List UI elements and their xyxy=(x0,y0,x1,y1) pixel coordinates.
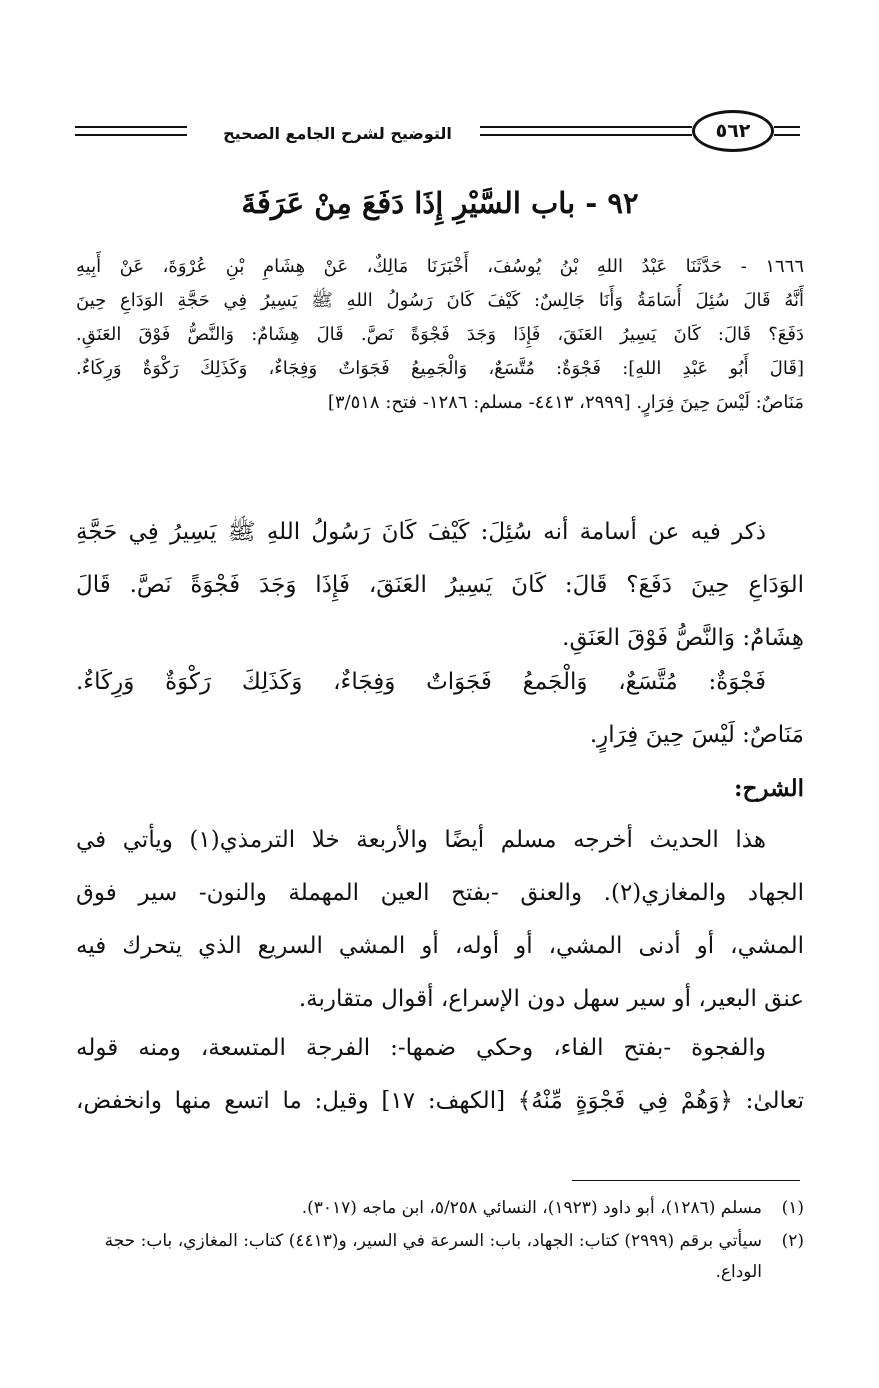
body-line: المشي، أو أدنى المشي، أو أوله، أو المشي السريع الذي يتحرك فيه xyxy=(76,933,804,959)
body-line: عنق البعير، أو سير سهل دون الإسراع، أقوال متقاربة. xyxy=(298,986,804,1012)
body-line: مَنَاصٌ: لَيْسَ حِينَ فِرَارٍ. xyxy=(589,722,804,748)
commentary-glossary xyxy=(76,656,804,762)
sharh-heading-block xyxy=(76,762,804,816)
hadith-line: [قَالَ أَبُو عَبْدِ اللهِ]: فَجْوَةٌ: مُتَّسَعٌ، وَالْجَمِيعُ فَجَوَاتٌ وَفِجَاءٌ، وَكَذَلِكَ رَكْوَةٌ وَرِكَاءٌ. xyxy=(76,358,804,379)
running-header xyxy=(75,104,800,160)
fajwa-paragraph xyxy=(76,1022,804,1128)
header-rule-left-bottom xyxy=(75,134,187,136)
commentary-intro xyxy=(76,506,804,665)
footnotes xyxy=(76,1193,804,1290)
body-line: الجهاد والمغازي(٢). والعنق -بفتح العين المهملة والنون- سير فوق xyxy=(76,880,804,906)
hadith-line: مَنَاصٌ: لَيْسَ حِينَ فِرَارٍ. [٢٩٩٩، ٤٤١٣- مسلم: ١٢٨٦- فتح: ٣/٥١٨] xyxy=(327,392,804,413)
header-rule-right-bottom xyxy=(774,134,800,136)
header-rule-mid-top xyxy=(480,126,692,128)
footnote-1 xyxy=(76,1193,804,1224)
header-rule-left-top xyxy=(75,126,187,128)
footnote-text: مسلم (١٢٨٦)، أبو داود (١٩٢٣)، النسائي ٥/٢٥٨، ابن ماجه (٣٠١٧). xyxy=(301,1198,762,1218)
body-line: تعالىٰ: ﴿وَهُمْ فِي فَجْوَةٍ مِّنْهُ﴾ [الكهف: ١٧] وقيل: ما اتسع منها وانخفض، xyxy=(76,1088,804,1114)
running-title: التوضيح لشرح الجامع الصحيح xyxy=(223,124,452,143)
header-rule-right-top xyxy=(774,126,800,128)
footnote-number: (٢) xyxy=(781,1231,804,1251)
hadith-line: دَفَعَ؟ قَالَ: كَانَ يَسِيرُ العَنَقَ، فَإِذَا وَجَدَ فَجْوَةً نَصَّ. قَالَ هِشَامٌ: وَالنَّصُّ فَوْقَ العَنَقِ. xyxy=(76,324,804,345)
footnote-separator xyxy=(572,1180,800,1181)
sharh-paragraph xyxy=(76,814,804,1026)
header-rule-mid-bottom xyxy=(480,134,692,136)
footnote-number: (١) xyxy=(781,1198,804,1218)
body-line: هذا الحديث أخرجه مسلم أيضًا والأربعة خلا الترمذي(١) ويأتي في xyxy=(76,827,766,853)
chapter-title: ٩٢ - باب السَّيْرِ إِذَا دَفَعَ مِنْ عَرَفَةَ xyxy=(241,186,639,220)
body-line: فَجْوَةٌ: مُتَّسَعٌ، وَالْجَمعُ فَجَوَاتٌ وَفِجَاءٌ، وَكَذَلِكَ رَكْوَةٌ وَرِكَاءٌ. xyxy=(76,669,766,695)
body-line: هِشَامٌ: وَالنَّصُّ فَوْقَ العَنَقِ. xyxy=(562,625,804,651)
footnote-text: سيأتي برقم (٢٩٩٩) كتاب: الجهاد، باب: السرعة في السير، و(٤٤١٣) كتاب: المغازي، باب: حجة الوداع. xyxy=(104,1231,762,1282)
hadith-text xyxy=(76,250,804,420)
body-line: ذكر فيه عن أسامة أنه سُئِلَ: كَيْفَ كَانَ رَسُولُ اللهِ ﷺ يَسِيرُ فِي حَجَّةِ xyxy=(76,519,766,545)
hadith-line: أَنَّهُ قَالَ سُئِلَ أُسَامَةُ وَأَنَا جَالِسٌ: كَيْفَ كَانَ رَسُولُ اللهِ ﷺ يَسِيرُ فِي حَجَّةِ الوَدَاعِ حِينَ xyxy=(76,290,804,311)
body-line: والفجوة -بفتح الفاء، وحكي ضمها-: الفرجة المتسعة، ومنه قوله xyxy=(76,1035,766,1061)
sharh-heading: الشرح: xyxy=(734,775,804,802)
hadith-line: ١٦٦٦ - حَدَّثَنَا عَبْدُ اللهِ بْنُ يُوسُفَ، أَخْبَرَنَا مَالِكٌ، عَنْ هِشَامِ بْنِ عُرْوَةَ، عَنْ أَبِيهِ xyxy=(76,256,804,277)
footnote-2 xyxy=(76,1226,804,1288)
page-number: ٥٦٢ xyxy=(715,120,751,142)
body-line: الوَدَاعِ حِينَ دَفَعَ؟ قَالَ: كَانَ يَسِيرُ العَنَقَ، فَإِذَا وَجَدَ فَجْوَةً نَصَّ. قَالَ xyxy=(76,572,804,598)
